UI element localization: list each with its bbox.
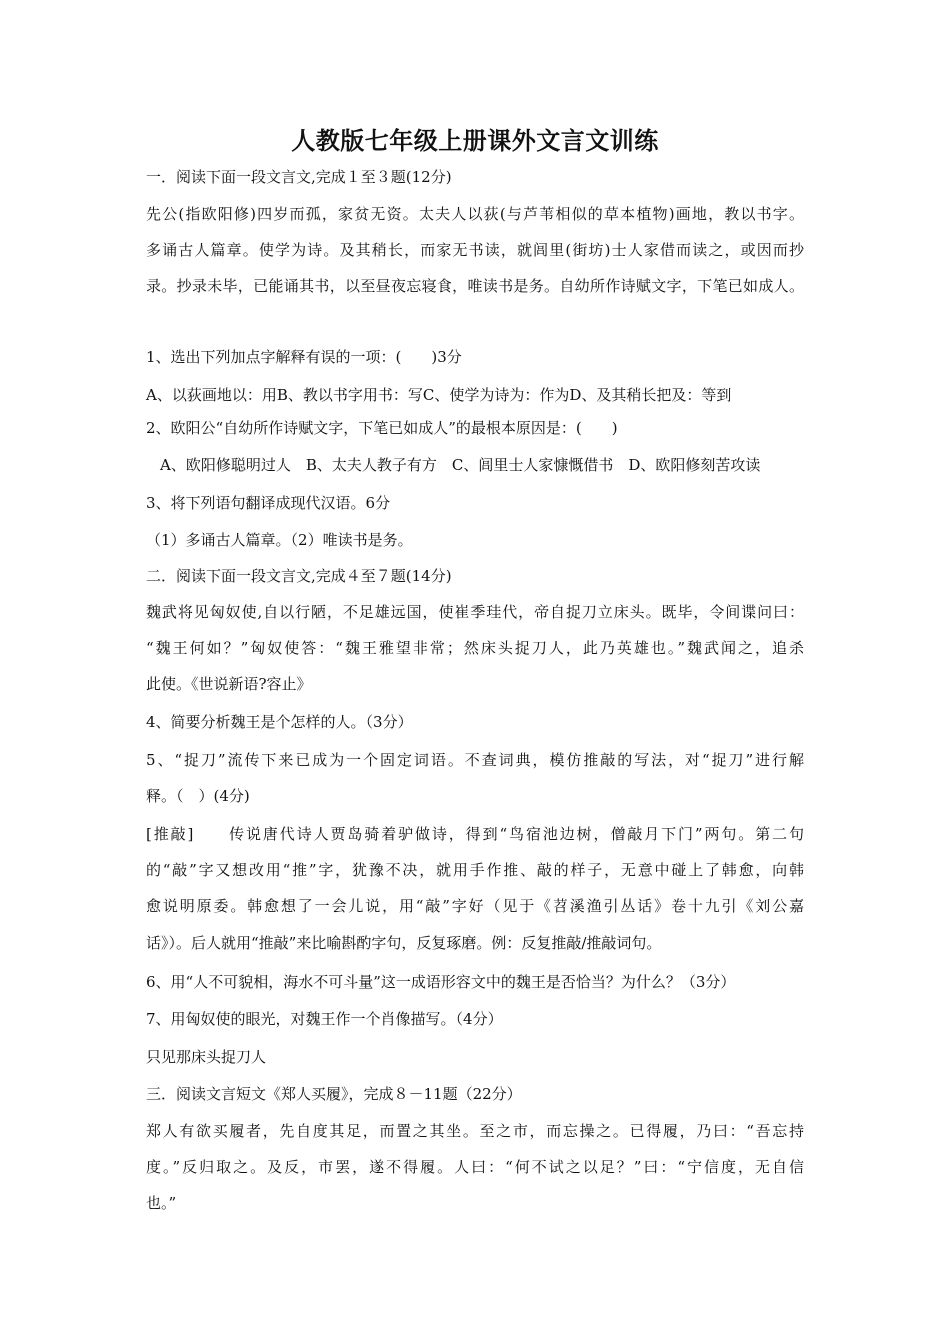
section-2-heading: 二．阅读下面一段文言文,完成４至７题(14分) [146,567,452,585]
question-2: 2、欧阳公“自幼所作诗赋文字，下笔已如成人”的最根本原因是：( ) [146,419,618,437]
section-1-heading: 一．阅读下面一段文言文,完成１至３题(12分) [146,168,452,186]
question-7: 7、用匈奴使的眼光，对魏王作一个肖像描写。（4分） [146,1010,503,1028]
passage-1-line: 先公(指欧阳修)四岁而孤，家贫无资。太夫人以荻(与芦苇相似的草本植物)画地，教以书字。 [146,205,804,223]
question-2-options: A、欧阳修聪明过人 B、太夫人教子有方 C、闾里士人家慷慨借书 D、欧阳修刻苦攻读 [160,456,761,474]
passage-3-line: 也。” [146,1194,177,1212]
question-5: 释。（ ）(4分) [146,787,250,805]
passage-2-line: “魏王何如？”匈奴使答：“魏王雅望非常；然床头捉刀人，此乃英雄也。”魏武闻之，追杀 [146,639,804,657]
passage-3-line: 郑人有欲买履者，先自度其足，而置之其坐。至之市，而忘操之。已得履，乃曰：“吾忘持 [146,1122,804,1140]
question-1: 1、选出下列加点字解释有误的一项：( )3分 [146,348,462,366]
example-line: 愈说明原委。韩愈想了一会儿说，用“敲”字好（见于《苕溪渔引丛话》卷十九引《刘公嘉 [146,897,804,915]
question-1-options: A、以荻画地以：用B、教以书字用书：写C、使学为诗为：作为D、及其稍长把及：等到 [146,386,732,404]
example-line: 话》）。后人就用“推敲”来比喻斟酌字句，反复琢磨。例：反复推敲/推敲词句。 [146,934,662,952]
question-4: 4、简要分析魏王是个怎样的人。（3分） [146,713,413,731]
question-5: 5、“捉刀”流传下来已成为一个固定词语。不查词典，模仿推敲的写法，对“捉刀”进行解 [146,751,804,769]
passage-1-line: 多诵古人篇章。使学为诗。及其稍长，而家无书读，就闾里(街坊)士人家借而读之，或因而抄 [146,241,804,259]
question-3-items: （1）多诵古人篇章。（2）唯读书是务。 [146,531,413,549]
question-3: 3、将下列语句翻译成现代汉语。6分 [146,494,391,512]
passage-2-line: 魏武将见匈奴使,自以行陋，不足雄远国，使崔季珪代，帝自捉刀立床头。既毕，令间谍问曰： [146,603,804,621]
question-6: 6、用“人不可貌相，海水不可斗量”这一成语形容文中的魏王是否恰当？为什么？（3分） [146,973,736,991]
answer-line: 只见那床头捉刀人 [146,1048,267,1066]
passage-2-line: 此使。《世说新语?容止》 [146,675,312,693]
example-line: [推敲] 传说唐代诗人贾岛骑着驴做诗，得到“鸟宿池边树，僧敲月下门”两句。第二句 [146,825,804,843]
section-3-heading: 三．阅读文言短文《郑人买履》，完成８－11题（22分） [146,1085,522,1103]
passage-3-line: 度。”反归取之。及反，市罢，遂不得履。人曰：“何不试之以足？”曰：“宁信度，无自信 [146,1158,804,1176]
example-line: 的“敲”字又想改用“推”字，犹豫不决，就用手作推、敲的样子，无意中碰上了韩愈，向韩 [146,861,804,879]
document-title: 人教版七年级上册课外文言文训练 [291,126,659,155]
passage-1-line: 录。抄录未毕，已能诵其书，以至昼夜忘寝食，唯读书是务。自幼所作诗赋文字，下笔已如成人。 [146,277,804,295]
